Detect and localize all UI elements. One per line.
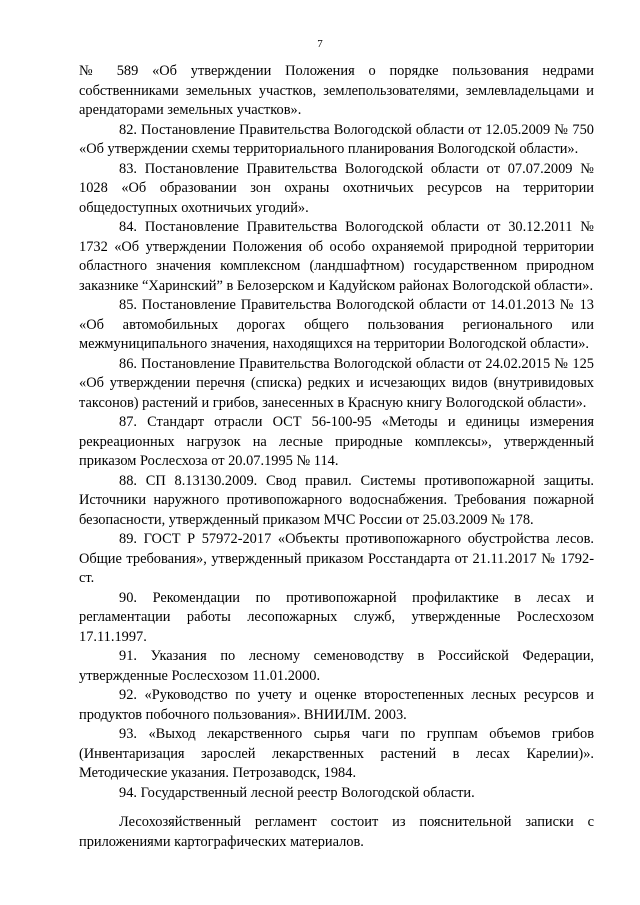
page-number: 7 <box>317 38 323 50</box>
list-item: 85. Постановление Правительства Вологодской области от 14.01.2013 № 13 «Об автомобильных дорогах общего пользования регионального или межмуниципального значения, находящихся на территории Вологодской области». <box>79 297 594 352</box>
closing-paragraph: Лесохозяйственный регламент состоит из пояснительной записки с приложениями картографических материалов. <box>79 814 594 850</box>
list-item: 92. «Руководство по учету и оценке второстепенных лесных ресурсов и продуктов побочного пользования». ВНИИЛМ. 2003. <box>79 687 594 723</box>
list-item: 93. «Выход лекарственного сырья чаги по группам объемов грибов (Инвентаризация зарослей лекарственных растений в лесах Карелии)». Методические указания. Петрозаводск, 1984. <box>79 726 594 781</box>
list-item: 90. Рекомендации по противопожарной профилактике в лесах и регламентации работы лесопожарных служб, утвержденные Рослесхозом 17.11.1997. <box>79 589 594 645</box>
list-item: 84. Постановление Правительства Вологодской области от 30.12.2011 № 1732 «Об утверждении Положения об особо охраняемой природной территории областного значения комплексном (ландшафтном) государственном природном заказнике “Харинский” в Белозерском и Кадуйском районах Вологодской области». <box>79 219 594 294</box>
list-item: 89. ГОСТ Р 57972-2017 «Объекты противопожарного обустройства лесов. Общие требования», утвержденный приказом Росстандарта от 21.11.2017 № 1792-ст. <box>79 531 594 586</box>
list-item: 83. Постановление Правительства Вологодской области от 07.07.2009 № 1028 «Об образовании зон охраны охотничьих ресурсов на территории общедоступных охотничьих угодий». <box>79 160 594 216</box>
list-item: 82. Постановление Правительства Вологодской области от 12.05.2009 № 750 «Об утверждении схемы территориального планирования Вологодской области». <box>79 121 594 157</box>
page-content <box>79 62 594 852</box>
list-item: 87. Стандарт отрасли ОСТ 56-100-95 «Методы и единицы измерения рекреационных нагрузок на лесные природные комплексы», утвержденный приказом Рослесхоза от 20.07.1995 № 114. <box>79 414 594 469</box>
list-item: 91. Указания по лесному семеноводству в Российской Федерации, утвержденные Рослесхозом 11.01.2000. <box>79 648 594 684</box>
continuation-paragraph: № 589 «Об утверждении Положения о порядке пользования недрами собственниками земельных участков, землепользователями, землевладельцами и арендаторами земельных участков». <box>79 63 594 118</box>
list-item: 94. Государственный лесной реестр Вологодской области. <box>119 784 475 801</box>
list-item: 86. Постановление Правительства Вологодской области от 24.02.2015 № 125 «Об утверждении перечня (списка) редких и исчезающих видов (внутривидовых таксонов) растений и грибов, занесенных в Красную книгу Вологодской области». <box>79 355 594 411</box>
list-item: 88. СП 8.13130.2009. Свод правил. Системы противопожарной защиты. Источники наружного противопожарного водоснабжения. Требования пожарной безопасности, утвержденный приказом МЧС России от 25.03.2009 № 178. <box>79 472 594 528</box>
